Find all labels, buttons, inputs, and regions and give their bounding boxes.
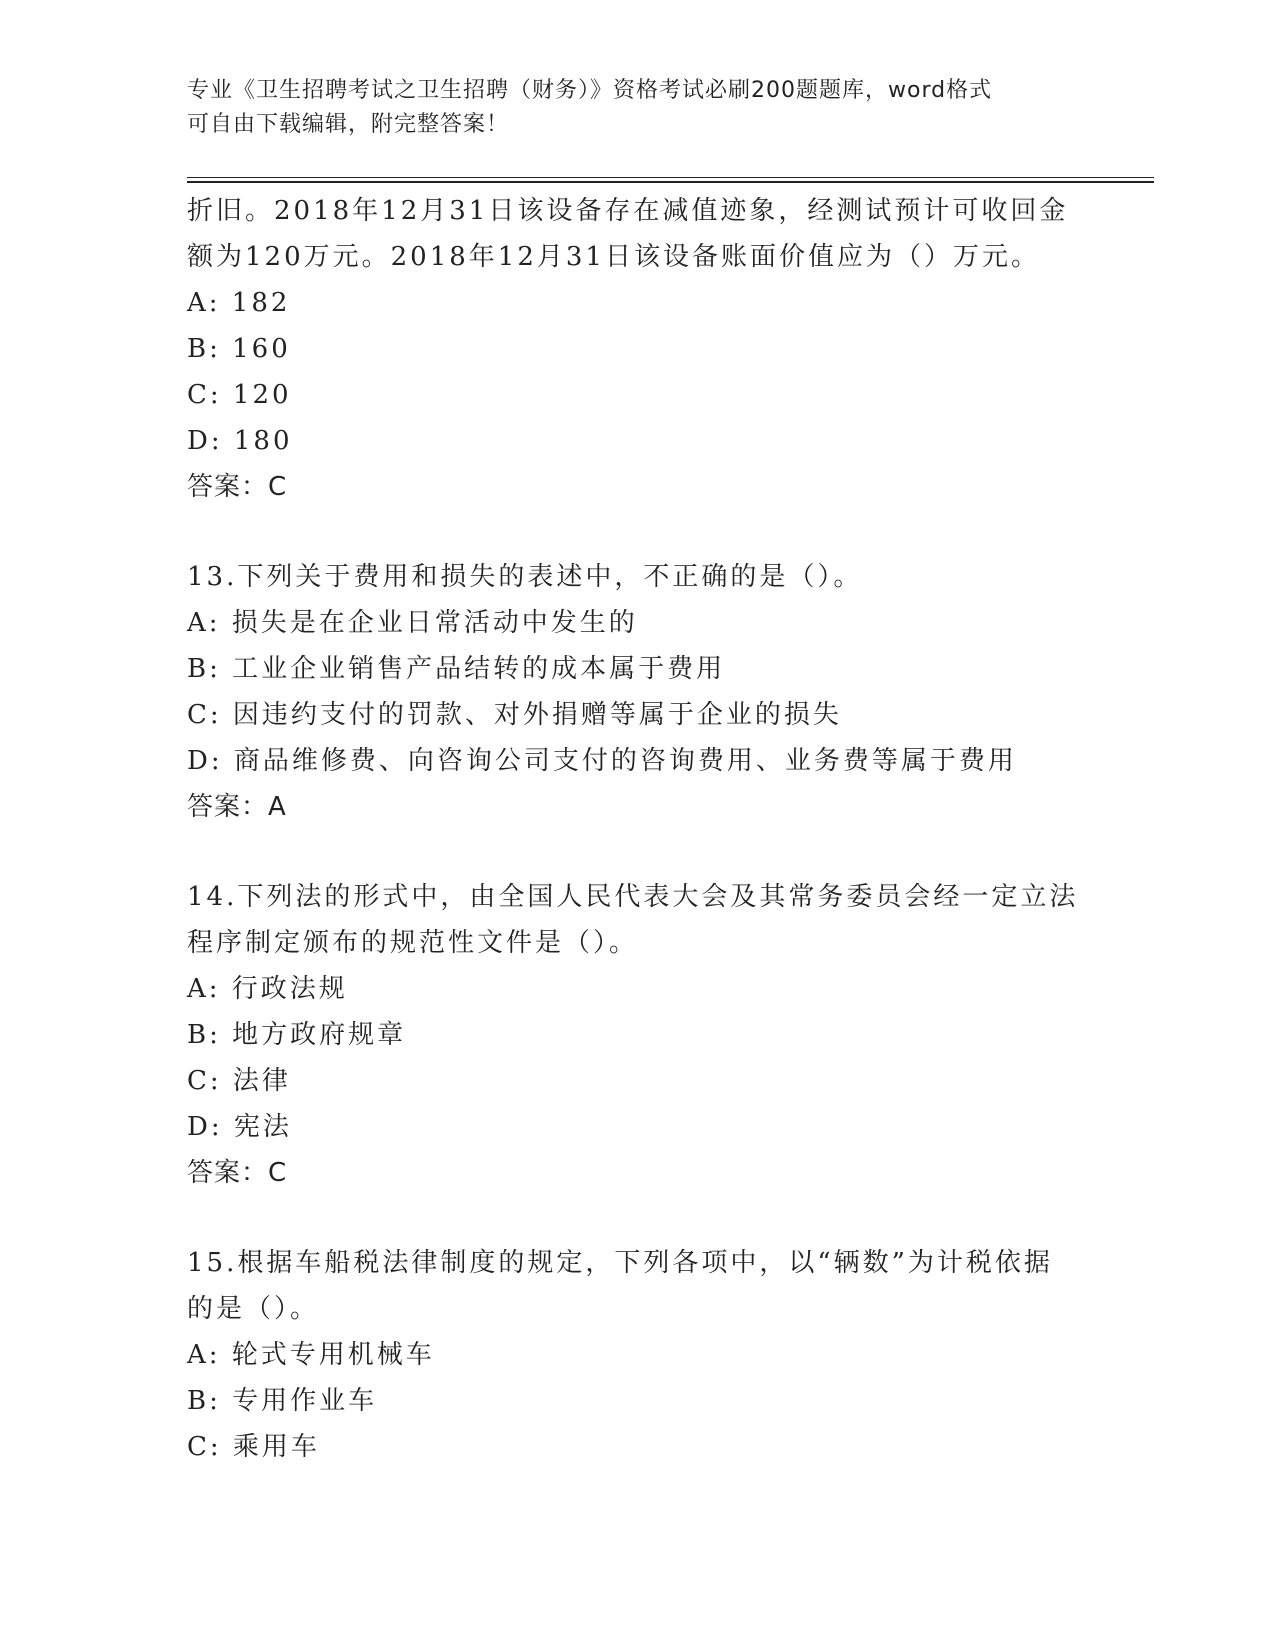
- answer-line: 答案：C: [187, 1158, 288, 1188]
- question-text-line: 14.下列法的形式中，由全国人民代表大会及其常务委员会经一定立法: [187, 882, 1079, 912]
- option-b: B: 160: [187, 334, 291, 364]
- option-d: D: 宪法: [187, 1112, 292, 1142]
- answer-line: 答案：A: [187, 792, 287, 822]
- question-13: [187, 554, 1087, 830]
- option-a: A: 行政法规: [187, 974, 348, 1004]
- option-a: A: 182: [187, 288, 291, 318]
- option-c: C: 法律: [187, 1066, 291, 1096]
- question-text-line: 额为120万元。2018年12月31日该设备账面价值应为（）万元。: [187, 242, 1040, 272]
- option-d: D: 商品维修费、向咨询公司支付的咨询费用、业务费等属于费用: [187, 746, 1017, 776]
- option-d: D: 180: [187, 426, 293, 456]
- option-a: A: 轮式专用机械车: [187, 1340, 435, 1370]
- option-b: B: 工业企业销售产品结转的成本属于费用: [187, 654, 726, 684]
- question-text-line: 的是（）。: [187, 1294, 320, 1324]
- option-b: B: 地方政府规章: [187, 1020, 407, 1050]
- question-text-line: 折旧。2018年12月31日该设备存在减值迹象，经测试预计可收回金: [187, 196, 1069, 226]
- question-15: [187, 1240, 1087, 1470]
- option-a: A: 损失是在企业日常活动中发生的: [187, 608, 638, 638]
- document-body: [187, 188, 1087, 1470]
- answer-line: 答案：C: [187, 472, 288, 502]
- option-b: B: 专用作业车: [187, 1386, 378, 1416]
- header-divider: [187, 177, 1154, 183]
- question-text-line: 程序制定颁布的规范性文件是（）。: [187, 928, 639, 958]
- question-text-line: 13.下列关于费用和损失的表述中，不正确的是（）。: [187, 562, 863, 592]
- question-14: [187, 874, 1087, 1196]
- question-text-line: 15.根据车船税法律制度的规定，下列各项中，以“辆数”为计税依据: [187, 1248, 1053, 1278]
- option-c: C: 乘用车: [187, 1432, 320, 1462]
- page-header: [187, 74, 1087, 142]
- header-title-line-2: 可自由下载编辑，附完整答案！: [187, 112, 510, 137]
- option-c: C: 120: [187, 380, 292, 410]
- question-continued: [187, 188, 1087, 510]
- option-c: C: 因违约支付的罚款、对外捐赠等属于企业的损失: [187, 700, 842, 730]
- header-title-line-1: 专业《卫生招聘考试之卫生招聘（财务）》资格考试必刷200题题库，word格式: [187, 78, 993, 103]
